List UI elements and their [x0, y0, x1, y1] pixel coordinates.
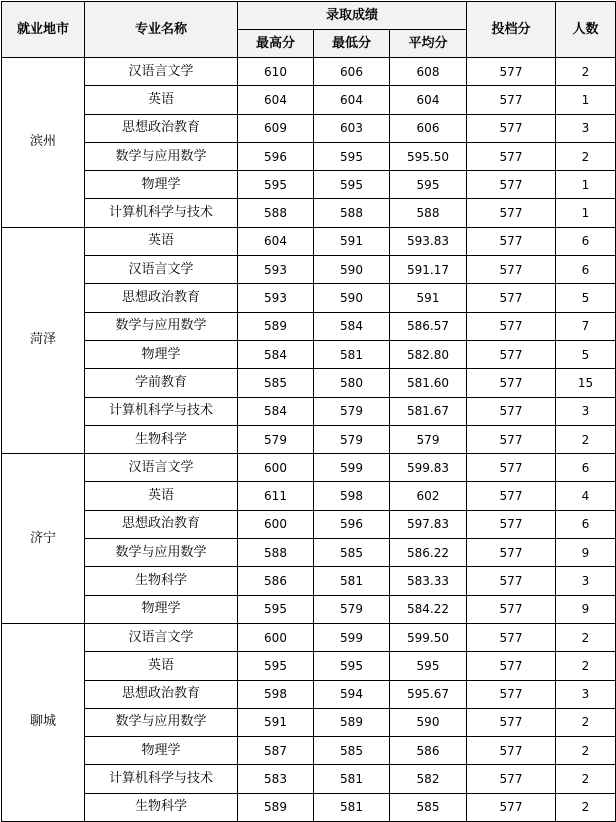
major-cell: 计算机科学与技术 [85, 199, 238, 227]
major-cell: 英语 [85, 86, 238, 114]
count-cell: 1 [556, 199, 616, 227]
major-cell: 思想政治教育 [85, 510, 238, 538]
min-score-cell: 591 [314, 227, 390, 255]
min-score-cell: 589 [314, 708, 390, 736]
table-row [2, 340, 616, 368]
major-cell: 思想政治教育 [85, 114, 238, 142]
filing-score-cell: 577 [467, 567, 556, 595]
max-score-cell: 604 [238, 86, 314, 114]
table-row [2, 737, 616, 765]
max-score-cell: 583 [238, 765, 314, 793]
min-score-cell: 579 [314, 425, 390, 453]
min-score-cell: 579 [314, 595, 390, 623]
table-body [2, 2, 616, 822]
table-row [2, 793, 616, 821]
major-cell: 汉语言文学 [85, 256, 238, 284]
major-cell: 计算机科学与技术 [85, 397, 238, 425]
filing-score-cell: 577 [467, 482, 556, 510]
city-cell: 滨州 [2, 58, 85, 228]
table-row [2, 171, 616, 199]
table-row [2, 680, 616, 708]
table-row [2, 482, 616, 510]
avg-score-cell: 591.17 [390, 256, 467, 284]
max-score-cell: 593 [238, 284, 314, 312]
min-score-cell: 579 [314, 397, 390, 425]
avg-score-cell: 597.83 [390, 510, 467, 538]
table-row [2, 652, 616, 680]
min-score-cell: 590 [314, 256, 390, 284]
avg-score-cell: 606 [390, 114, 467, 142]
city-cell: 聊城 [2, 623, 85, 821]
table-row [2, 425, 616, 453]
header-row [2, 2, 616, 30]
max-score-cell: 584 [238, 340, 314, 368]
major-cell: 物理学 [85, 340, 238, 368]
min-score-cell: 596 [314, 510, 390, 538]
table-row [2, 708, 616, 736]
table-row [2, 256, 616, 284]
header-major: 专业名称 [85, 2, 238, 58]
min-score-cell: 599 [314, 454, 390, 482]
max-score-cell: 595 [238, 652, 314, 680]
filing-score-cell: 577 [467, 142, 556, 170]
max-score-cell: 611 [238, 482, 314, 510]
table-row [2, 623, 616, 651]
filing-score-cell: 577 [467, 227, 556, 255]
major-cell: 生物科学 [85, 793, 238, 821]
avg-score-cell: 590 [390, 708, 467, 736]
count-cell: 3 [556, 397, 616, 425]
min-score-cell: 598 [314, 482, 390, 510]
max-score-cell: 596 [238, 142, 314, 170]
count-cell: 2 [556, 765, 616, 793]
table-row [2, 567, 616, 595]
min-score-cell: 581 [314, 793, 390, 821]
max-score-cell: 600 [238, 454, 314, 482]
avg-score-cell: 582 [390, 765, 467, 793]
table-row [2, 284, 616, 312]
max-score-cell: 586 [238, 567, 314, 595]
header-scores-group: 录取成绩 [238, 2, 467, 30]
count-cell: 4 [556, 482, 616, 510]
major-cell: 物理学 [85, 737, 238, 765]
max-score-cell: 609 [238, 114, 314, 142]
avg-score-cell: 581.60 [390, 369, 467, 397]
avg-score-cell: 586.22 [390, 539, 467, 567]
major-cell: 思想政治教育 [85, 680, 238, 708]
filing-score-cell: 577 [467, 114, 556, 142]
filing-score-cell: 577 [467, 680, 556, 708]
max-score-cell: 593 [238, 256, 314, 284]
major-cell: 生物科学 [85, 425, 238, 453]
header-city: 就业地市 [2, 2, 85, 58]
max-score-cell: 600 [238, 510, 314, 538]
major-cell: 汉语言文学 [85, 454, 238, 482]
table-row [2, 397, 616, 425]
major-cell: 英语 [85, 227, 238, 255]
avg-score-cell: 604 [390, 86, 467, 114]
max-score-cell: 600 [238, 623, 314, 651]
avg-score-cell: 586 [390, 737, 467, 765]
major-cell: 物理学 [85, 595, 238, 623]
avg-score-cell: 595 [390, 652, 467, 680]
avg-score-cell: 593.83 [390, 227, 467, 255]
header-max: 最高分 [238, 30, 314, 58]
max-score-cell: 595 [238, 171, 314, 199]
count-cell: 5 [556, 340, 616, 368]
count-cell: 1 [556, 86, 616, 114]
min-score-cell: 595 [314, 652, 390, 680]
count-cell: 9 [556, 539, 616, 567]
count-cell: 2 [556, 737, 616, 765]
count-cell: 7 [556, 312, 616, 340]
avg-score-cell: 583.33 [390, 567, 467, 595]
count-cell: 3 [556, 114, 616, 142]
filing-score-cell: 577 [467, 86, 556, 114]
avg-score-cell: 586.57 [390, 312, 467, 340]
avg-score-cell: 595.50 [390, 142, 467, 170]
filing-score-cell: 577 [467, 595, 556, 623]
major-cell: 数学与应用数学 [85, 142, 238, 170]
filing-score-cell: 577 [467, 539, 556, 567]
max-score-cell: 604 [238, 227, 314, 255]
avg-score-cell: 585 [390, 793, 467, 821]
major-cell: 学前教育 [85, 369, 238, 397]
filing-score-cell: 577 [467, 652, 556, 680]
table-row [2, 114, 616, 142]
avg-score-cell: 599.83 [390, 454, 467, 482]
max-score-cell: 598 [238, 680, 314, 708]
filing-score-cell: 577 [467, 171, 556, 199]
major-cell: 计算机科学与技术 [85, 765, 238, 793]
avg-score-cell: 579 [390, 425, 467, 453]
count-cell: 1 [556, 171, 616, 199]
avg-score-cell: 602 [390, 482, 467, 510]
major-cell: 数学与应用数学 [85, 708, 238, 736]
min-score-cell: 590 [314, 284, 390, 312]
count-cell: 6 [556, 227, 616, 255]
major-cell: 汉语言文学 [85, 58, 238, 86]
count-cell: 3 [556, 680, 616, 708]
table-row [2, 58, 616, 86]
min-score-cell: 595 [314, 142, 390, 170]
filing-score-cell: 577 [467, 199, 556, 227]
max-score-cell: 610 [238, 58, 314, 86]
avg-score-cell: 588 [390, 199, 467, 227]
avg-score-cell: 591 [390, 284, 467, 312]
count-cell: 2 [556, 652, 616, 680]
filing-score-cell: 577 [467, 369, 556, 397]
avg-score-cell: 581.67 [390, 397, 467, 425]
avg-score-cell: 608 [390, 58, 467, 86]
table-row [2, 454, 616, 482]
filing-score-cell: 577 [467, 58, 556, 86]
min-score-cell: 581 [314, 765, 390, 793]
avg-score-cell: 595.67 [390, 680, 467, 708]
table-row [2, 227, 616, 255]
major-cell: 生物科学 [85, 567, 238, 595]
min-score-cell: 585 [314, 737, 390, 765]
filing-score-cell: 577 [467, 454, 556, 482]
table-row [2, 142, 616, 170]
table-row [2, 595, 616, 623]
table-row [2, 765, 616, 793]
major-cell: 汉语言文学 [85, 623, 238, 651]
table-row [2, 510, 616, 538]
count-cell: 6 [556, 510, 616, 538]
filing-score-cell: 577 [467, 284, 556, 312]
min-score-cell: 594 [314, 680, 390, 708]
table-row [2, 199, 616, 227]
max-score-cell: 584 [238, 397, 314, 425]
table-row [2, 86, 616, 114]
filing-score-cell: 577 [467, 623, 556, 651]
count-cell: 2 [556, 708, 616, 736]
filing-score-cell: 577 [467, 425, 556, 453]
max-score-cell: 587 [238, 737, 314, 765]
table-row [2, 539, 616, 567]
header-count: 人数 [556, 2, 616, 58]
min-score-cell: 580 [314, 369, 390, 397]
city-cell: 济宁 [2, 454, 85, 624]
count-cell: 6 [556, 454, 616, 482]
max-score-cell: 588 [238, 539, 314, 567]
major-cell: 英语 [85, 652, 238, 680]
filing-score-cell: 577 [467, 793, 556, 821]
major-cell: 数学与应用数学 [85, 539, 238, 567]
max-score-cell: 579 [238, 425, 314, 453]
min-score-cell: 584 [314, 312, 390, 340]
major-cell: 英语 [85, 482, 238, 510]
count-cell: 2 [556, 58, 616, 86]
max-score-cell: 595 [238, 595, 314, 623]
count-cell: 5 [556, 284, 616, 312]
max-score-cell: 585 [238, 369, 314, 397]
filing-score-cell: 577 [467, 708, 556, 736]
filing-score-cell: 577 [467, 256, 556, 284]
count-cell: 9 [556, 595, 616, 623]
filing-score-cell: 577 [467, 737, 556, 765]
admission-scores-table [1, 1, 616, 822]
count-cell: 2 [556, 142, 616, 170]
major-cell: 物理学 [85, 171, 238, 199]
avg-score-cell: 584.22 [390, 595, 467, 623]
min-score-cell: 581 [314, 567, 390, 595]
filing-score-cell: 577 [467, 340, 556, 368]
min-score-cell: 588 [314, 199, 390, 227]
header-filing-score: 投档分 [467, 2, 556, 58]
filing-score-cell: 577 [467, 397, 556, 425]
min-score-cell: 595 [314, 171, 390, 199]
max-score-cell: 589 [238, 312, 314, 340]
avg-score-cell: 595 [390, 171, 467, 199]
max-score-cell: 591 [238, 708, 314, 736]
min-score-cell: 585 [314, 539, 390, 567]
count-cell: 2 [556, 793, 616, 821]
max-score-cell: 589 [238, 793, 314, 821]
min-score-cell: 603 [314, 114, 390, 142]
count-cell: 6 [556, 256, 616, 284]
count-cell: 2 [556, 623, 616, 651]
count-cell: 3 [556, 567, 616, 595]
count-cell: 15 [556, 369, 616, 397]
city-cell: 菏泽 [2, 227, 85, 453]
min-score-cell: 599 [314, 623, 390, 651]
header-min: 最低分 [314, 30, 390, 58]
min-score-cell: 606 [314, 58, 390, 86]
major-cell: 数学与应用数学 [85, 312, 238, 340]
filing-score-cell: 577 [467, 312, 556, 340]
table-row [2, 312, 616, 340]
count-cell: 2 [556, 425, 616, 453]
table-row [2, 369, 616, 397]
header-avg: 平均分 [390, 30, 467, 58]
avg-score-cell: 582.80 [390, 340, 467, 368]
filing-score-cell: 577 [467, 765, 556, 793]
max-score-cell: 588 [238, 199, 314, 227]
min-score-cell: 581 [314, 340, 390, 368]
min-score-cell: 604 [314, 86, 390, 114]
major-cell: 思想政治教育 [85, 284, 238, 312]
filing-score-cell: 577 [467, 510, 556, 538]
avg-score-cell: 599.50 [390, 623, 467, 651]
